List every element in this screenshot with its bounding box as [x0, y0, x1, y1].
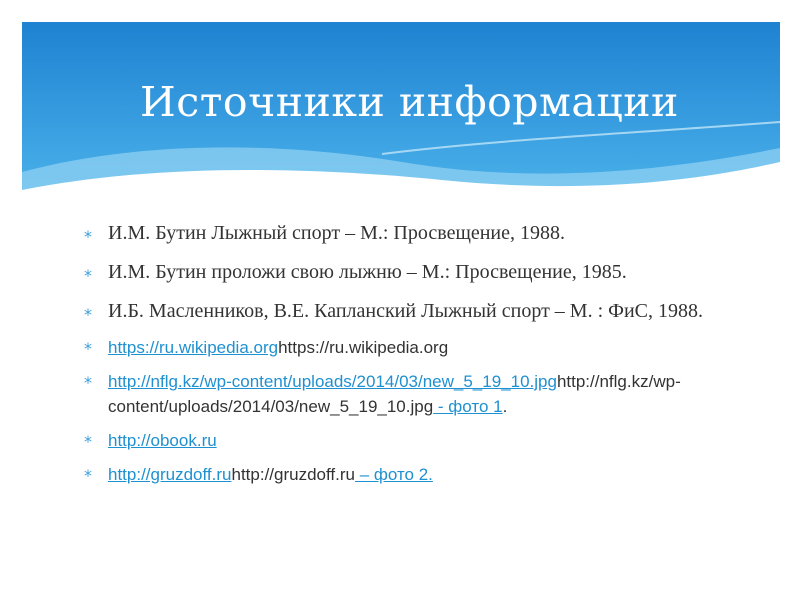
source-text: И.М. Бутин Лыжный спорт – М.: Просвещение, 1988.: [108, 222, 566, 244]
asterisk-bullet-icon: *: [84, 227, 92, 246]
gruzdoff-link[interactable]: http://gruzdoff.ru: [108, 465, 232, 484]
list-item: [84, 428, 744, 453]
nflg-image-link[interactable]: http://nflg.kz/wp-content/uploads/2014/03/new_5_19_10.jpg: [108, 372, 557, 391]
photo-1-link[interactable]: - фото 1: [433, 397, 503, 416]
asterisk-bullet-icon: *: [84, 266, 92, 285]
list-item: [84, 257, 744, 287]
source-text: И.М. Бутин проложи свою лыжню – М.: Просвещение, 1985.: [108, 261, 627, 283]
source-url-text: http://nflg.kz/wp-content/uploads/2014/03/new_5_19_10.jpg: [108, 372, 681, 416]
source-url-text: https://ru.wikipedia.org: [278, 338, 449, 357]
photo-2-link[interactable]: – фото 2.: [354, 465, 433, 484]
asterisk-bullet-icon: *: [84, 373, 92, 392]
sources-list: [84, 218, 744, 487]
asterisk-bullet-icon: *: [84, 305, 92, 324]
source-text: И.Б. Масленников, В.Е. Капланский Лыжный спорт – М. : ФиС, 1988.: [108, 300, 703, 322]
sources-content: [84, 218, 744, 496]
list-item: [84, 296, 744, 326]
header-banner: [22, 22, 780, 212]
asterisk-bullet-icon: *: [84, 339, 92, 358]
list-item: [84, 369, 744, 419]
asterisk-bullet-icon: *: [84, 432, 92, 451]
source-url-text: http://gruzdoff.ru: [231, 465, 355, 484]
period-text: .: [502, 397, 508, 416]
list-item: [84, 218, 744, 248]
asterisk-bullet-icon: *: [84, 466, 92, 485]
list-item: [84, 335, 744, 360]
wikipedia-link[interactable]: https://ru.wikipedia.org: [108, 338, 279, 357]
page-title: Источники информации: [140, 78, 679, 126]
list-item: [84, 462, 744, 487]
obook-link[interactable]: http://obook.ru: [108, 431, 217, 450]
